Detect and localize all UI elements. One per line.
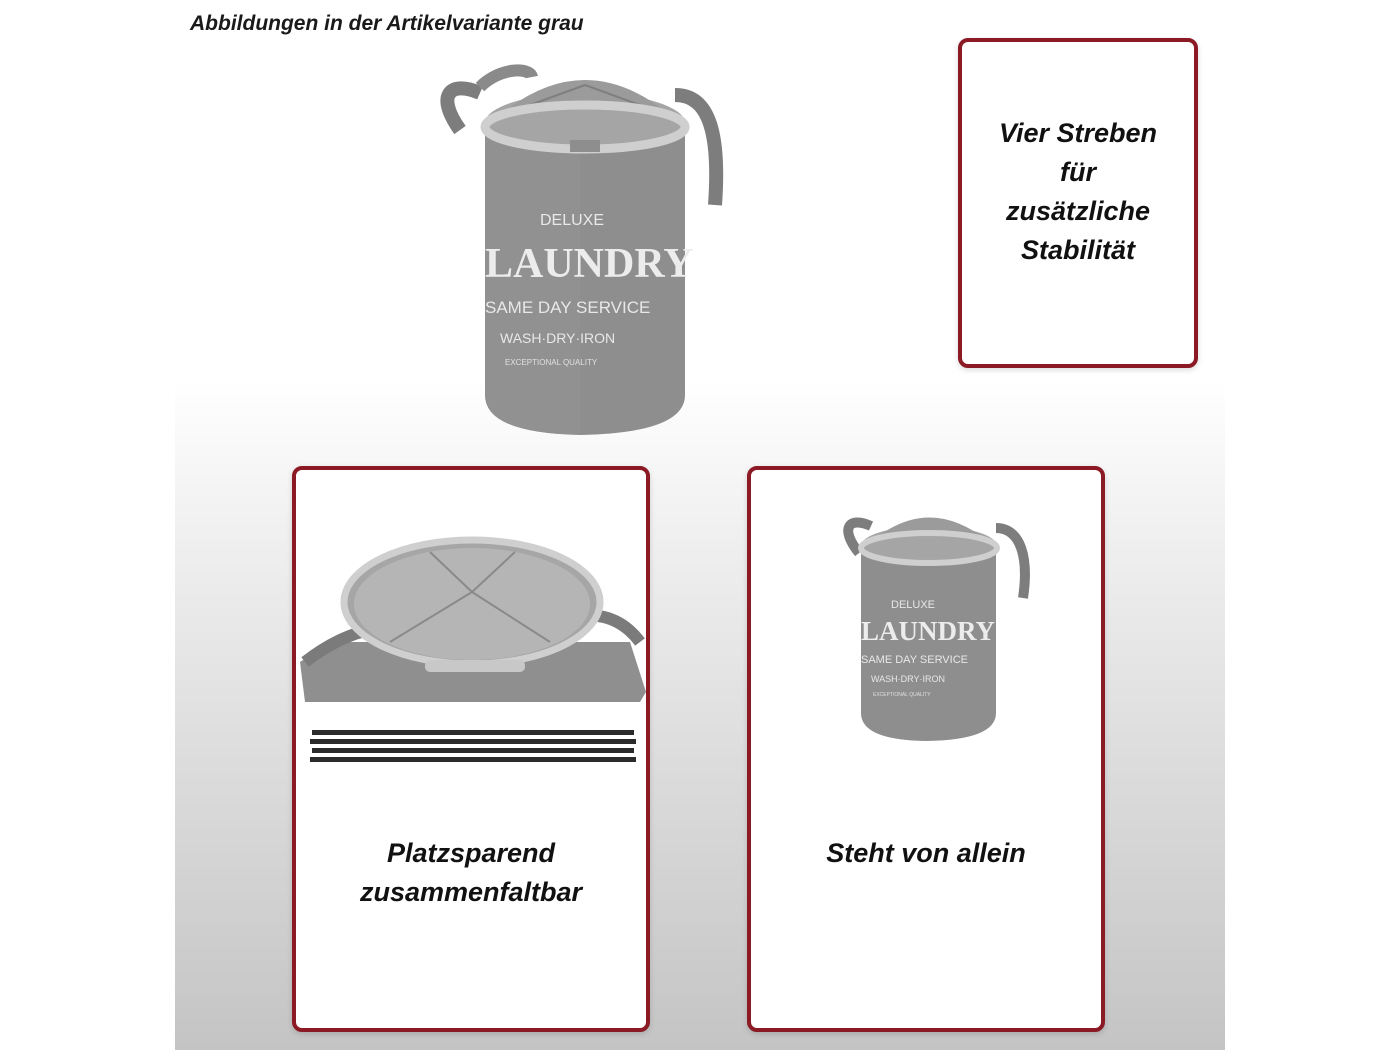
folded-hamper-image <box>300 532 646 772</box>
foldable-line-1: Platzsparend <box>386 838 556 868</box>
foldable-feature-text <box>296 834 646 912</box>
foldable-feature-card <box>292 466 650 1032</box>
struts-feature-text <box>962 114 1194 270</box>
print-line1: DELUXE <box>891 599 936 611</box>
print-line5: EXCEPTIONAL QUALITY <box>873 692 931 698</box>
struts-line-2: für <box>1060 157 1096 187</box>
print-line4: WASH·DRY·IRON <box>500 330 616 346</box>
print-line4: WASH·DRY·IRON <box>871 674 945 684</box>
print-line2: LAUNDRY <box>861 616 996 646</box>
struts-line-3: zusätzliche <box>1005 196 1151 226</box>
standing-hamper-image <box>831 498 1031 748</box>
print-line5: EXCEPTIONAL QUALITY <box>505 358 598 367</box>
standing-feature-card <box>747 466 1105 1032</box>
struts-feature-card <box>958 38 1198 368</box>
foldable-line-2: zusammenfaltbar <box>359 877 583 907</box>
variant-caption: Abbildungen in der Artikelvariante grau <box>190 12 584 35</box>
standing-feature-text <box>751 834 1101 873</box>
print-line1: DELUXE <box>540 212 605 229</box>
struts-line-1: Vier Streben <box>998 118 1158 148</box>
struts-line-4: Stabilität <box>1020 235 1135 265</box>
print-line3: SAME DAY SERVICE <box>485 298 651 317</box>
laundry-hamper-image <box>420 55 740 445</box>
print-line3: SAME DAY SERVICE <box>861 654 968 666</box>
standing-line-1: Steht von allein <box>826 838 1026 868</box>
print-line2: LAUNDRY <box>485 241 694 287</box>
